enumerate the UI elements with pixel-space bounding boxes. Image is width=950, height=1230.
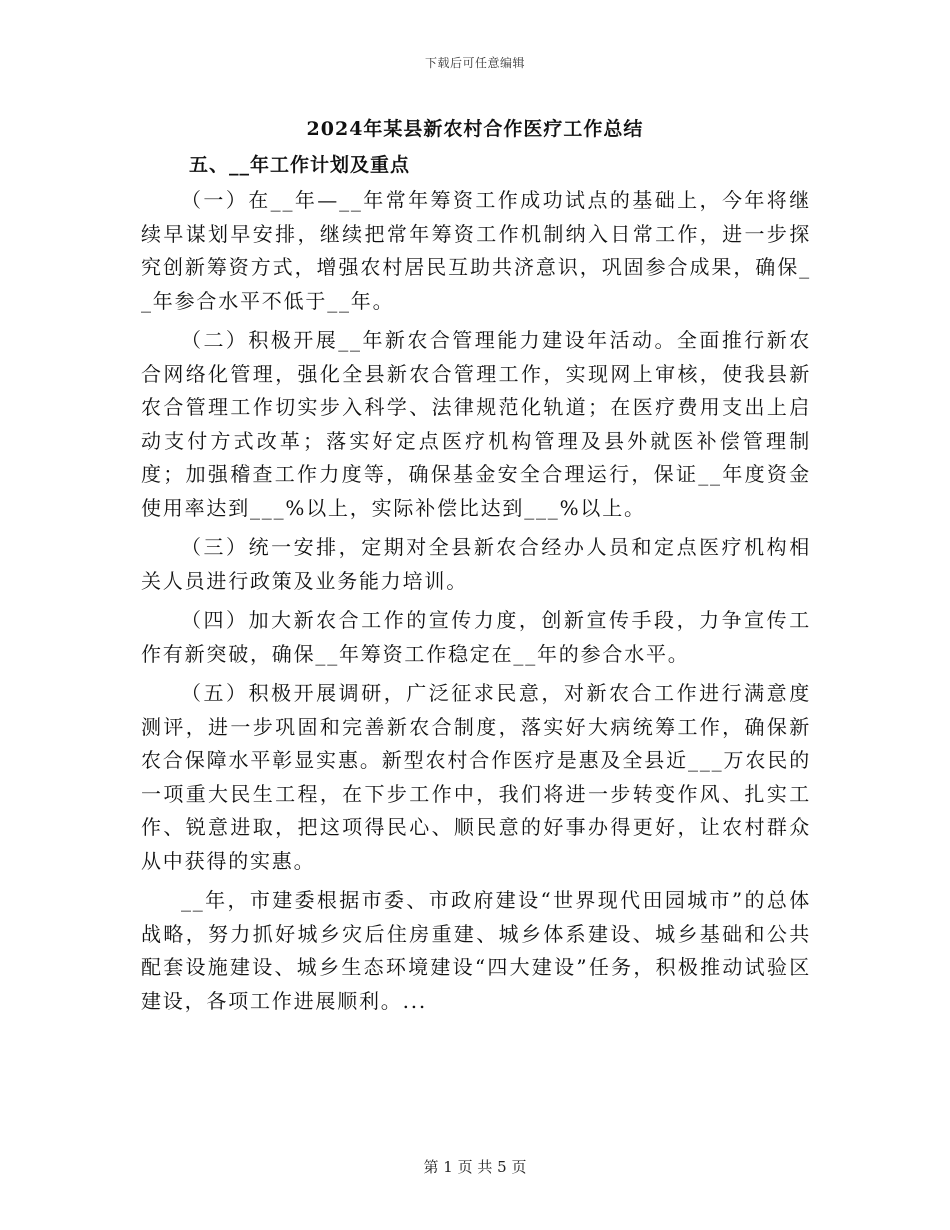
page-header-note: 下载后可任意编辑 [424, 56, 525, 70]
section-heading: 五、__年工作计划及重点 [189, 154, 411, 176]
page-number: 第 1 页 共 5 页 [423, 1158, 527, 1176]
paragraph-1: （一）在__年—__年常年筹资工作成功试点的基础上，今年将继续早谋划早安排，继续把常年筹资工作机制纳入日常工作，进一步探究创新筹资方式，增强农村居民互助共济意识，巩固参合成果，确保__年参合水平不低于__年。 [141, 188, 811, 313]
document-title: 2024年某县新农村合作医疗工作总结 [306, 118, 644, 140]
paragraph-3: （三）统一安排，定期对全县新农合经办人员和定点医疗机构相关人员进行政策及业务能力培训。 [141, 535, 811, 593]
paragraph-5: （五）积极开展调研，广泛征求民意，对新农合工作进行满意度测评，进一步巩固和完善新农合制度，落实好大病统筹工作，确保新农合保障水平彰显实惠。新型农村合作医疗是惠及全县近___万农民的一项重大民生工程，在下步工作中，我们将进一步转变作风、扎实工作、锐意进取，把这项得民心、顺民意的好事办得更好，让农村群众从中获得的实惠。 [141, 681, 811, 873]
paragraph-4: （四）加大新农合工作的宣传力度，创新宣传手段，力争宣传工作有新突破，确保__年筹资工作稳定在__年的参合水平。 [141, 608, 811, 666]
paragraph-6: __年，市建委根据市委、市政府建设“世界现代田园城市”的总体战略，努力抓好城乡灾后住房重建、城乡体系建设、城乡基础和公共配套设施建设、城乡生态环境建设“四大建设”任务，积极推动试验区建设，各项工作进展顺利。... [141, 888, 811, 1013]
document-body [141, 146, 811, 1024]
paragraph-2: （二）积极开展__年新农合管理能力建设年活动。全面推行新农合网络化管理，强化全县新农合管理工作，实现网上审核，使我县新农合管理工作切实步入科学、法律规范化轨道；在医疗费用支出上启动支付方式改革；落实好定点医疗机构管理及县外就医补偿管理制度；加强稽查工作力度等，确保基金安全合理运行，保证__年度资金使用率达到___%以上，实际补偿比达到___%以上。 [141, 328, 811, 520]
